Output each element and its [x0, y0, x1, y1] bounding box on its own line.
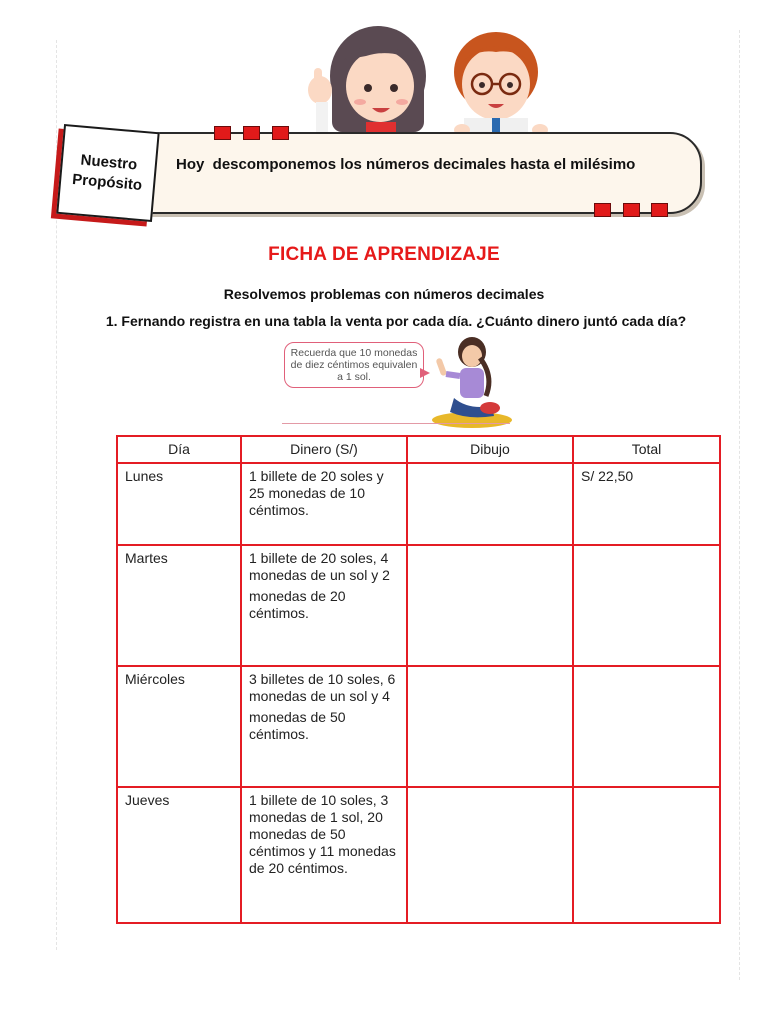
purpose-badge — [56, 124, 159, 222]
day-cell: Martes — [117, 545, 241, 666]
money-text: 1 billete de 20 soles y 25 monedas de 10 céntimos. — [249, 468, 384, 518]
drawing-cell[interactable] — [407, 545, 573, 666]
money-cell — [241, 787, 407, 923]
question-1: 1. Fernando registra en una tabla la venta por cada día. ¿Cuánto dinero juntó cada día? — [105, 313, 687, 329]
total-cell[interactable] — [573, 666, 720, 787]
table-row — [117, 787, 720, 923]
page-title: FICHA DE APRENDIZAJE — [268, 244, 500, 265]
decor-square — [594, 203, 611, 217]
purpose-badge-line2: Propósito — [71, 170, 143, 194]
header-cell-money: Dinero (S/) — [241, 436, 407, 463]
purpose-text: Hoy descomponemos los números decimales hasta el milésimo — [176, 156, 636, 173]
header-cell-drawing: Dibujo — [407, 436, 573, 463]
money-cell — [241, 545, 407, 666]
money-text: 1 billete de 10 soles, 3 monedas de 1 sol, 20 monedas de 50 céntimos y 11 monedas de 20 céntimos. — [249, 792, 396, 876]
money-text: 1 billete de 20 soles, 4 monedas de un sol y 2 — [249, 550, 390, 583]
total-cell[interactable] — [573, 545, 720, 666]
girl-illustration — [428, 336, 514, 428]
purpose-banner — [94, 132, 702, 214]
section-underline — [282, 423, 510, 424]
reminder-line: de diez céntimos equivalen — [290, 359, 418, 371]
total-cell[interactable] — [573, 787, 720, 923]
purpose-badge-line1: Nuestro — [79, 151, 138, 174]
table-row — [117, 545, 720, 666]
money-text-continued: monedas de 50 céntimos. — [249, 709, 346, 742]
decor-square — [623, 203, 640, 217]
reminder-speech-bubble — [284, 342, 424, 388]
reminder-line: Recuerda que 10 monedas — [290, 347, 418, 359]
page-subtitle: Resolvemos problemas con números decimales — [223, 286, 545, 302]
decor-square — [243, 126, 260, 140]
drawing-cell[interactable] — [407, 463, 573, 545]
day-cell: Jueves — [117, 787, 241, 923]
decor-square — [651, 203, 668, 217]
money-cell — [241, 666, 407, 787]
decor-square — [272, 126, 289, 140]
decor-square — [214, 126, 231, 140]
table-row — [117, 463, 720, 545]
total-cell[interactable]: S/ 22,50 — [573, 463, 720, 545]
drawing-cell[interactable] — [407, 666, 573, 787]
day-cell: Miércoles — [117, 666, 241, 787]
day-cell: Lunes — [117, 463, 241, 545]
money-text: 3 billetes de 10 soles, 6 monedas de un sol y 4 — [249, 671, 396, 704]
money-text-continued: monedas de 20 céntimos. — [249, 588, 346, 621]
header-cell-total: Total — [573, 436, 720, 463]
page-guide-right — [739, 30, 740, 980]
reminder-line: a 1 sol. — [337, 371, 371, 383]
header-cell-day: Día — [117, 436, 241, 463]
sales-table — [116, 435, 721, 924]
page-guide-left — [56, 40, 57, 950]
table-header-row — [117, 436, 720, 463]
table-row — [117, 666, 720, 787]
kids-illustration — [296, 18, 566, 142]
drawing-cell[interactable] — [407, 787, 573, 923]
money-cell — [241, 463, 407, 545]
